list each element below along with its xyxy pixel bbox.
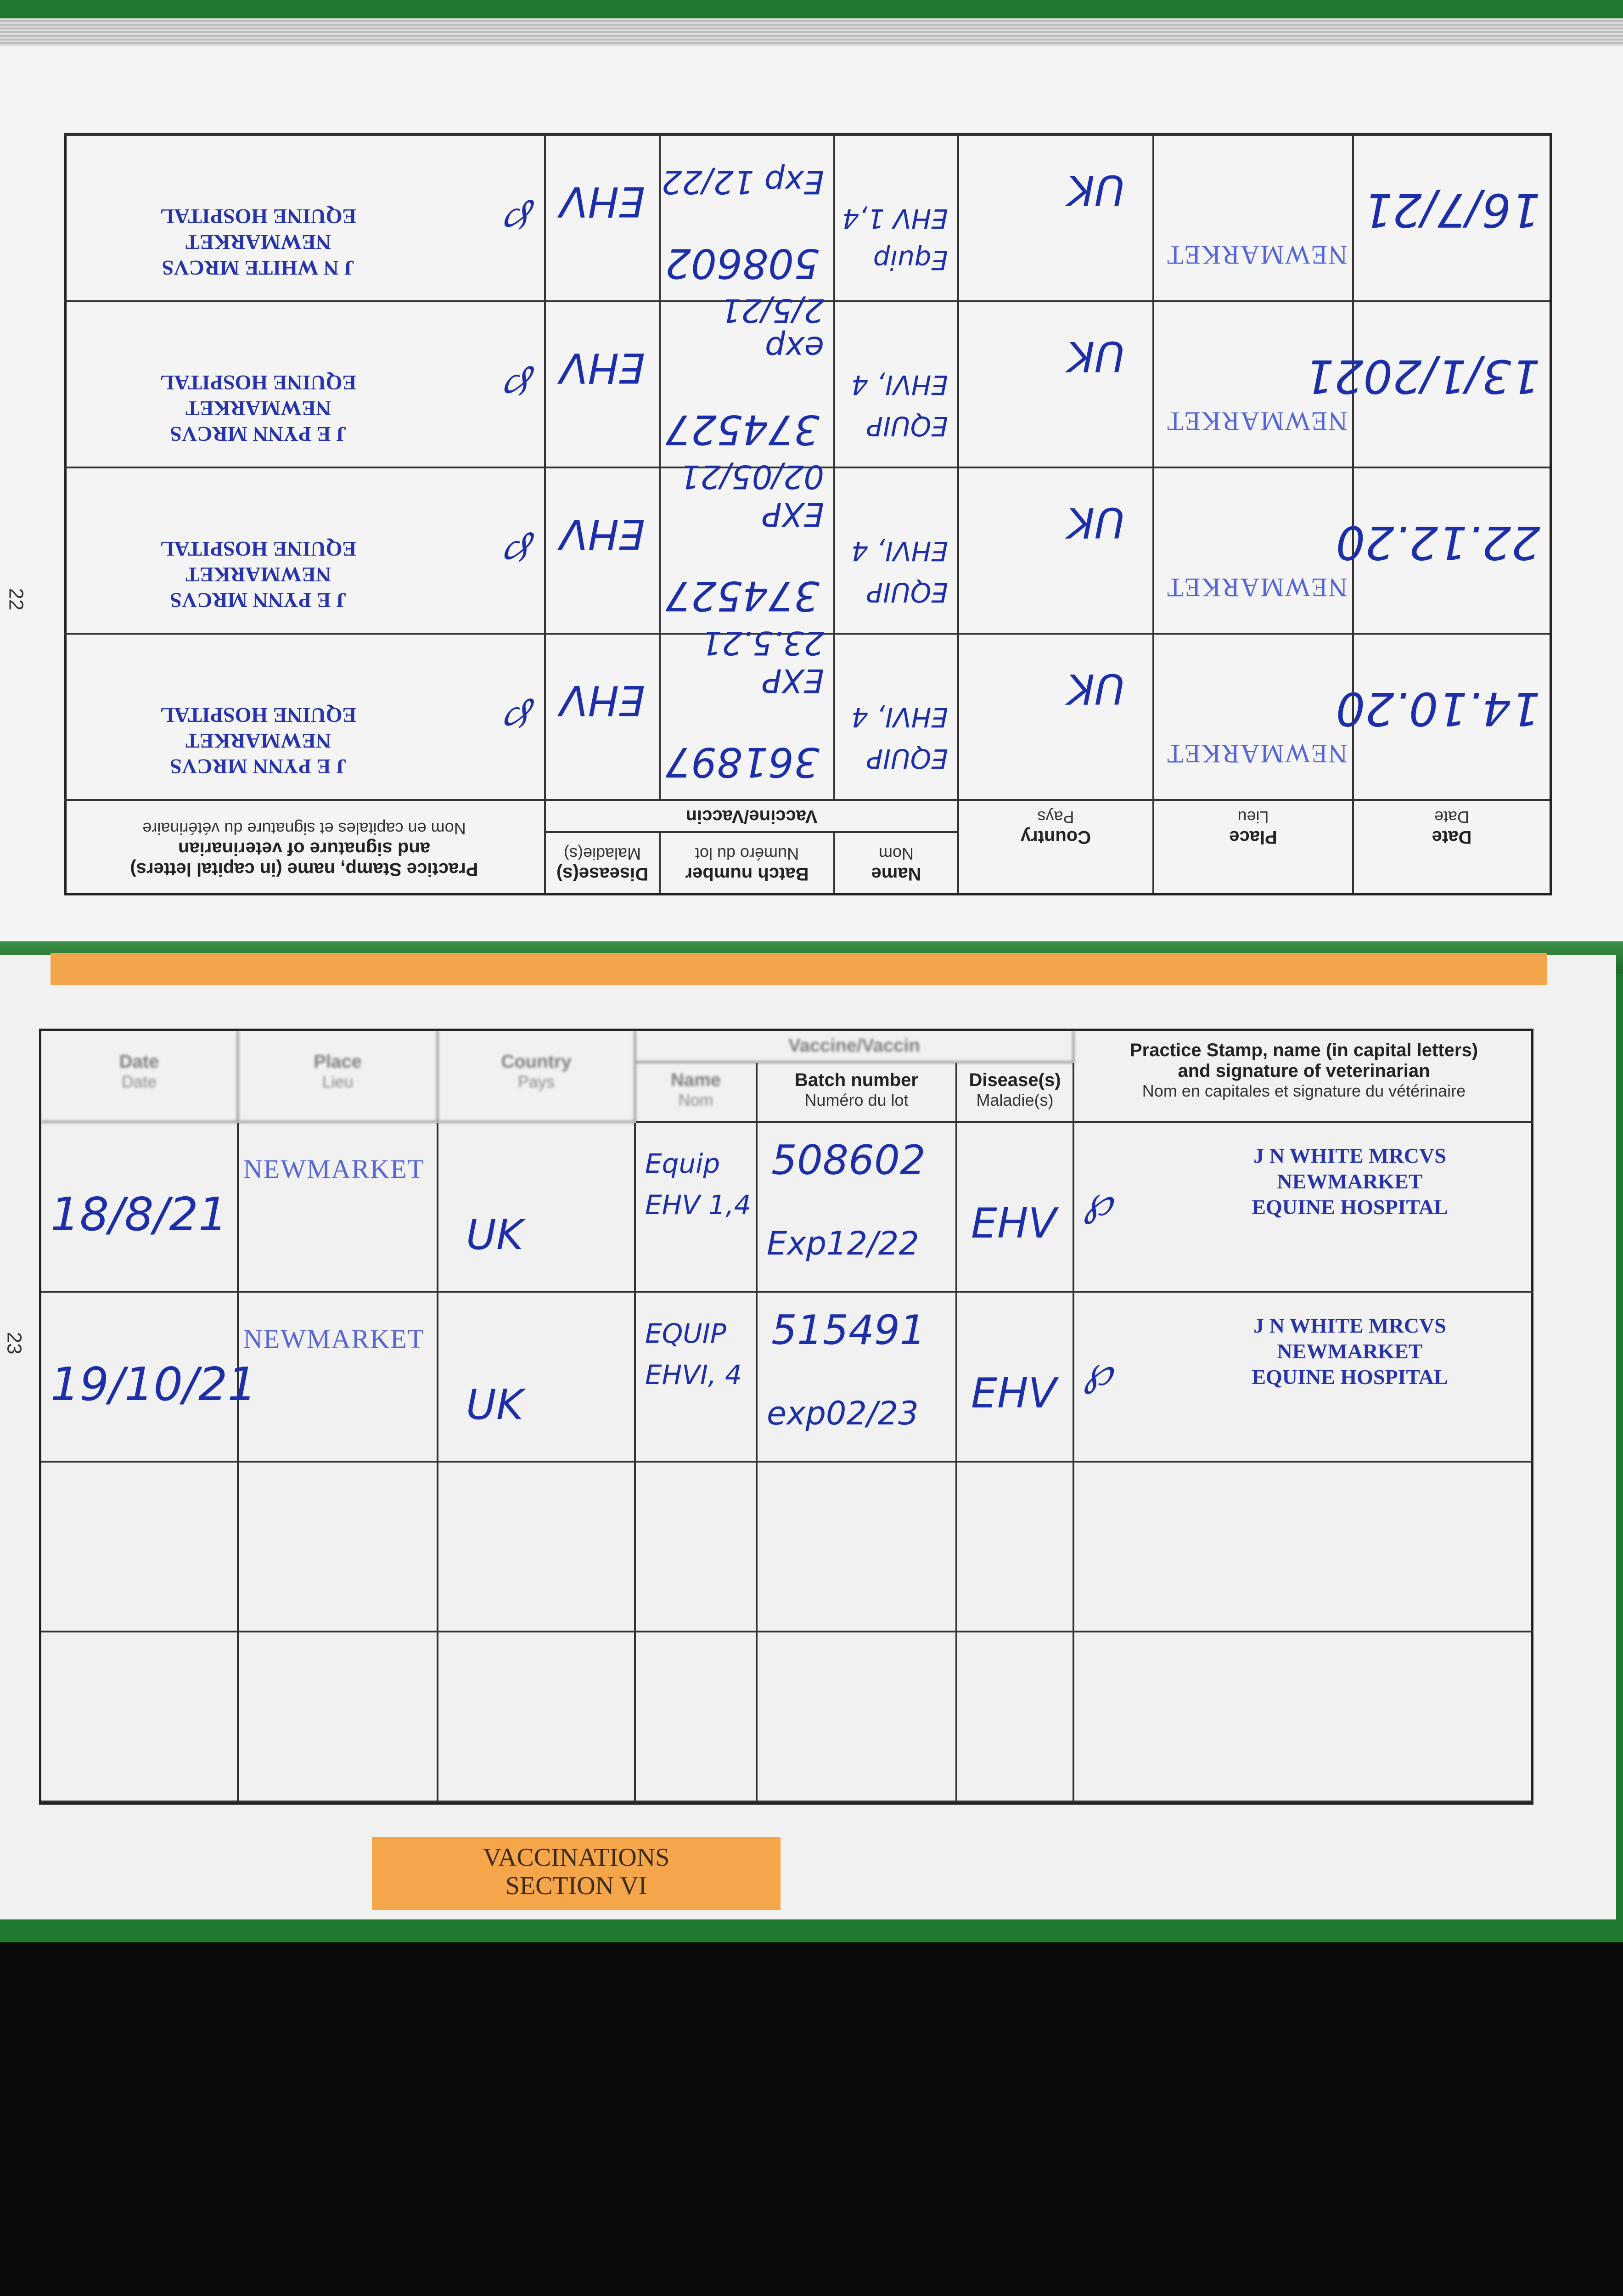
vaccine-name-value: Equip EHV 1,4: [842, 203, 948, 276]
practice-stamp: [87, 370, 429, 447]
header-batch: [758, 1063, 957, 1123]
stamp-line: NEWMARKET: [185, 396, 331, 420]
header-stamp-fr: Nom en capitales et signature du vétérinaire: [1142, 1081, 1466, 1100]
cell-place: [1152, 633, 1352, 799]
header-batch-en: Batch number: [685, 864, 809, 884]
header-place: [239, 1031, 438, 1123]
header-date-en: Date: [1432, 827, 1472, 847]
date-value: 13/1/2021: [1305, 349, 1540, 404]
disease-value: EHV: [559, 510, 645, 558]
header-name-en: Name: [671, 1070, 721, 1090]
stamp-line: NEWMARKET: [185, 563, 331, 586]
header-stamp-en: Practice Stamp, name (in capital letters): [130, 859, 478, 879]
header-batch: [659, 831, 833, 893]
stamp-line: EQUINE HOSPITAL: [1252, 1195, 1448, 1219]
cell-stamp: [64, 467, 544, 633]
header-vaccine-en: Vaccine/Vaccin: [788, 1035, 920, 1056]
header-name-en: Name: [871, 864, 921, 884]
batch-number-value: 508602: [665, 240, 820, 287]
cell-place: [239, 1293, 438, 1463]
cell-stamp: [1074, 1293, 1533, 1463]
cell-date: [1336, 633, 1550, 799]
header-country-en: Country: [501, 1052, 572, 1072]
cell-name: [833, 467, 957, 633]
cell-place: [239, 1632, 438, 1802]
cell-batch: [659, 457, 833, 633]
batch-expiry-value: Exp 12/22: [661, 163, 824, 201]
table-row: [67, 624, 1550, 799]
header-date: [1352, 799, 1550, 893]
header-disease-fr: Maladie(s): [563, 844, 641, 863]
cell-disease: [957, 1123, 1074, 1293]
cell-stamp: [64, 134, 544, 300]
cell-batch: [758, 1463, 957, 1632]
header-date: [41, 1031, 239, 1123]
stamp-line: J E PYNN MRCVS: [170, 422, 347, 446]
header-stamp-en: Practice Stamp, name (in capital letters): [1129, 1040, 1478, 1060]
date-value: 22.12.20: [1336, 516, 1540, 570]
cell-name: [833, 633, 957, 799]
country-value: UK: [1067, 498, 1125, 546]
cell-name: [833, 300, 957, 467]
table-row: [67, 134, 1550, 300]
practice-stamp: [87, 536, 429, 613]
cell-stamp: [1074, 1632, 1533, 1802]
vaccine-name-value: Equip EHV 1,4: [645, 1148, 751, 1221]
header-stamp: [64, 799, 544, 893]
vaccine-name-value: EQUIP EHVI, 4: [851, 535, 948, 608]
signature-icon: ℘: [1084, 1347, 1112, 1396]
cell-stamp: [64, 633, 544, 799]
cell-country: [957, 134, 1152, 300]
stamp-line: J N WHITE MRCVS: [1253, 1314, 1446, 1338]
table-row: [41, 1463, 1531, 1632]
page-number-22: 22: [5, 588, 28, 611]
date-value: 18/8/21: [51, 1187, 228, 1241]
table-row: [41, 1123, 1531, 1293]
cell-place: [1152, 300, 1352, 467]
header-batch-fr: Numéro du lot: [804, 1091, 909, 1109]
cell-country: [957, 300, 1152, 467]
section-label-line-2: SECTION VI: [505, 1872, 647, 1900]
cell-stamp: [1074, 1463, 1533, 1632]
stamp-line: EQUINE HOSPITAL: [160, 537, 357, 561]
header-date-en: Date: [119, 1052, 159, 1072]
vaccination-table-22: [64, 133, 1552, 895]
header-country-en: Country: [1020, 827, 1091, 847]
disease-value: EHV: [559, 676, 645, 725]
cell-disease: [544, 134, 659, 300]
header-name-fr: Nom: [678, 1091, 713, 1109]
cell-name: [636, 1123, 758, 1293]
page-number-23: 23: [3, 1332, 26, 1355]
cell-place: [1152, 134, 1352, 300]
vaccination-table-23: [39, 1029, 1533, 1805]
cell-date: [41, 1463, 239, 1632]
country-value: UK: [466, 1381, 523, 1429]
practice-stamp: [1189, 1143, 1511, 1220]
table-row: [41, 1632, 1531, 1802]
cell-country: [438, 1123, 636, 1293]
cell-date: [1336, 467, 1550, 633]
cell-name: [833, 134, 957, 300]
cell-batch: [758, 1632, 957, 1802]
header-stamp-en2: and signature of veterinarian: [1178, 1061, 1430, 1081]
header-place-en: Place: [314, 1052, 362, 1072]
disease-value: EHV: [971, 1369, 1057, 1418]
header-date-fr: Date: [1434, 808, 1470, 827]
header-disease: [957, 1063, 1074, 1123]
cell-date: [1352, 134, 1550, 300]
header-place-fr: Lieu: [1237, 808, 1269, 827]
vaccine-name-value: EQUIP EHVI, 4: [851, 369, 948, 442]
header-date-fr: Date: [121, 1072, 157, 1091]
place-value: NEWMARKET: [243, 1154, 425, 1184]
stamp-line: NEWMARKET: [1277, 1170, 1423, 1193]
practice-stamp: [87, 702, 429, 779]
stamp-line: J N WHITE MRCVS: [1253, 1144, 1446, 1168]
cell-country: [438, 1632, 636, 1802]
header-place-en: Place: [1229, 827, 1277, 847]
disease-value: EHV: [971, 1199, 1057, 1248]
vaccination-table-upside-down: [64, 133, 1552, 895]
practice-stamp: [87, 203, 429, 281]
place-value: NEWMARKET: [243, 1323, 425, 1354]
cell-country: [957, 633, 1152, 799]
batch-expiry-value: exp 2/5/21: [720, 291, 824, 367]
stamp-line: NEWMARKET: [185, 230, 331, 254]
place-value: NEWMARKET: [1166, 738, 1348, 769]
header-disease: [544, 831, 659, 893]
header-country: [957, 799, 1152, 893]
country-value: UK: [1067, 165, 1125, 214]
batch-expiry-value: Exp12/22: [767, 1225, 919, 1262]
cell-name: [636, 1632, 758, 1802]
cell-stamp: [1074, 1123, 1533, 1293]
header-vaccine: [636, 1031, 1074, 1063]
cell-place: [1152, 467, 1352, 633]
batch-number-value: 515491: [771, 1306, 926, 1354]
header-disease-fr: Maladie(s): [976, 1091, 1054, 1109]
header-country-fr: Pays: [1037, 808, 1074, 827]
header-name: [833, 831, 957, 893]
header-country-fr: Pays: [517, 1072, 555, 1091]
date-value: 14.10.20: [1336, 682, 1540, 736]
cell-place: [239, 1463, 438, 1632]
cell-country: [438, 1293, 636, 1463]
header-stamp: [1074, 1031, 1533, 1123]
cell-stamp: [64, 300, 544, 467]
orange-header-strip: [51, 953, 1547, 985]
place-value: NEWMARKET: [1166, 406, 1348, 436]
date-value: 16/7/21: [1363, 183, 1540, 237]
stamp-line: EQUINE HOSPITAL: [160, 204, 357, 228]
stamp-line: NEWMARKET: [185, 729, 331, 753]
header-stamp-en2: and signature of veterinarian: [178, 838, 431, 859]
cell-date: [41, 1293, 257, 1463]
cell-batch: [659, 291, 833, 467]
header-batch-en: Batch number: [795, 1070, 918, 1090]
batch-number-value: 374527: [665, 572, 820, 620]
section-label: [372, 1837, 781, 1910]
stamp-line: EQUINE HOSPITAL: [160, 703, 357, 727]
batch-number-value: 374527: [665, 406, 820, 454]
header-name-fr: Nom: [879, 844, 914, 863]
stamp-line: NEWMARKET: [1277, 1339, 1423, 1363]
place-value: NEWMARKET: [1166, 572, 1348, 602]
batch-number-value: 361897: [665, 738, 820, 786]
signature-icon: ℘: [506, 365, 535, 414]
cell-batch: [659, 134, 833, 300]
cell-disease: [544, 467, 659, 633]
page-edges: [0, 18, 1623, 46]
cell-batch: [758, 1123, 957, 1293]
cell-date: [1305, 300, 1550, 467]
signature-icon: ℘: [1084, 1177, 1112, 1226]
cell-disease: [957, 1632, 1074, 1802]
cell-date: [41, 1632, 239, 1802]
table-row: [67, 291, 1550, 467]
cell-disease: [957, 1293, 1074, 1463]
country-value: UK: [1067, 664, 1125, 713]
header-disease-en: Disease(s): [969, 1070, 1061, 1090]
stamp-line: J E PYNN MRCVS: [170, 588, 347, 612]
stamp-line: EQUINE HOSPITAL: [1252, 1365, 1448, 1389]
header-name: [636, 1063, 758, 1123]
header-stamp-fr: Nom en capitales et signature du vétérinaire: [142, 819, 466, 838]
signature-icon: ℘: [506, 531, 535, 580]
cell-country: [438, 1463, 636, 1632]
cell-country: [957, 467, 1152, 633]
cell-batch: [758, 1293, 957, 1463]
country-value: UK: [466, 1211, 523, 1260]
disease-value: EHV: [559, 343, 645, 392]
country-value: UK: [1067, 332, 1125, 380]
header-place: [1152, 799, 1352, 893]
header-place-fr: Lieu: [322, 1072, 354, 1091]
cell-batch: [659, 624, 833, 799]
batch-expiry-value: EXP 23.5.21: [701, 624, 824, 699]
batch-expiry-value: exp02/23: [767, 1395, 919, 1432]
section-label-line-1: VACCINATIONS: [483, 1843, 670, 1872]
cell-date: [41, 1123, 239, 1293]
place-value: NEWMARKET: [1166, 240, 1348, 270]
batch-expiry-value: EXP 02/05/21: [680, 457, 824, 533]
date-value: 19/10/21: [51, 1357, 257, 1411]
batch-number-value: 508602: [771, 1136, 926, 1184]
header-vaccine: [544, 799, 957, 831]
signature-icon: ℘: [506, 698, 535, 746]
table-row: [41, 1293, 1531, 1463]
vaccine-name-value: EQUIP EHVI, 4: [645, 1318, 742, 1391]
header-vaccine-en: Vaccine/Vaccin: [685, 806, 818, 827]
header-disease-en: Disease(s): [556, 864, 649, 884]
stamp-line: J N WHITE MRCVS: [162, 256, 355, 280]
cell-name: [636, 1293, 758, 1463]
cell-place: [239, 1123, 438, 1293]
cell-disease: [544, 633, 659, 799]
disease-value: EHV: [559, 177, 645, 226]
cell-disease: [957, 1463, 1074, 1632]
header-country: [438, 1031, 636, 1123]
table-row: [67, 457, 1550, 633]
cell-disease: [544, 300, 659, 467]
vaccine-name-value: EQUIP EHVI, 4: [851, 701, 948, 774]
stamp-line: EQUINE HOSPITAL: [160, 371, 357, 394]
stamp-line: J E PYNN MRCVS: [170, 754, 347, 778]
header-batch-fr: Numéro du lot: [695, 844, 799, 863]
cell-name: [636, 1463, 758, 1632]
signature-icon: ℘: [506, 199, 535, 248]
practice-stamp: [1189, 1313, 1511, 1390]
